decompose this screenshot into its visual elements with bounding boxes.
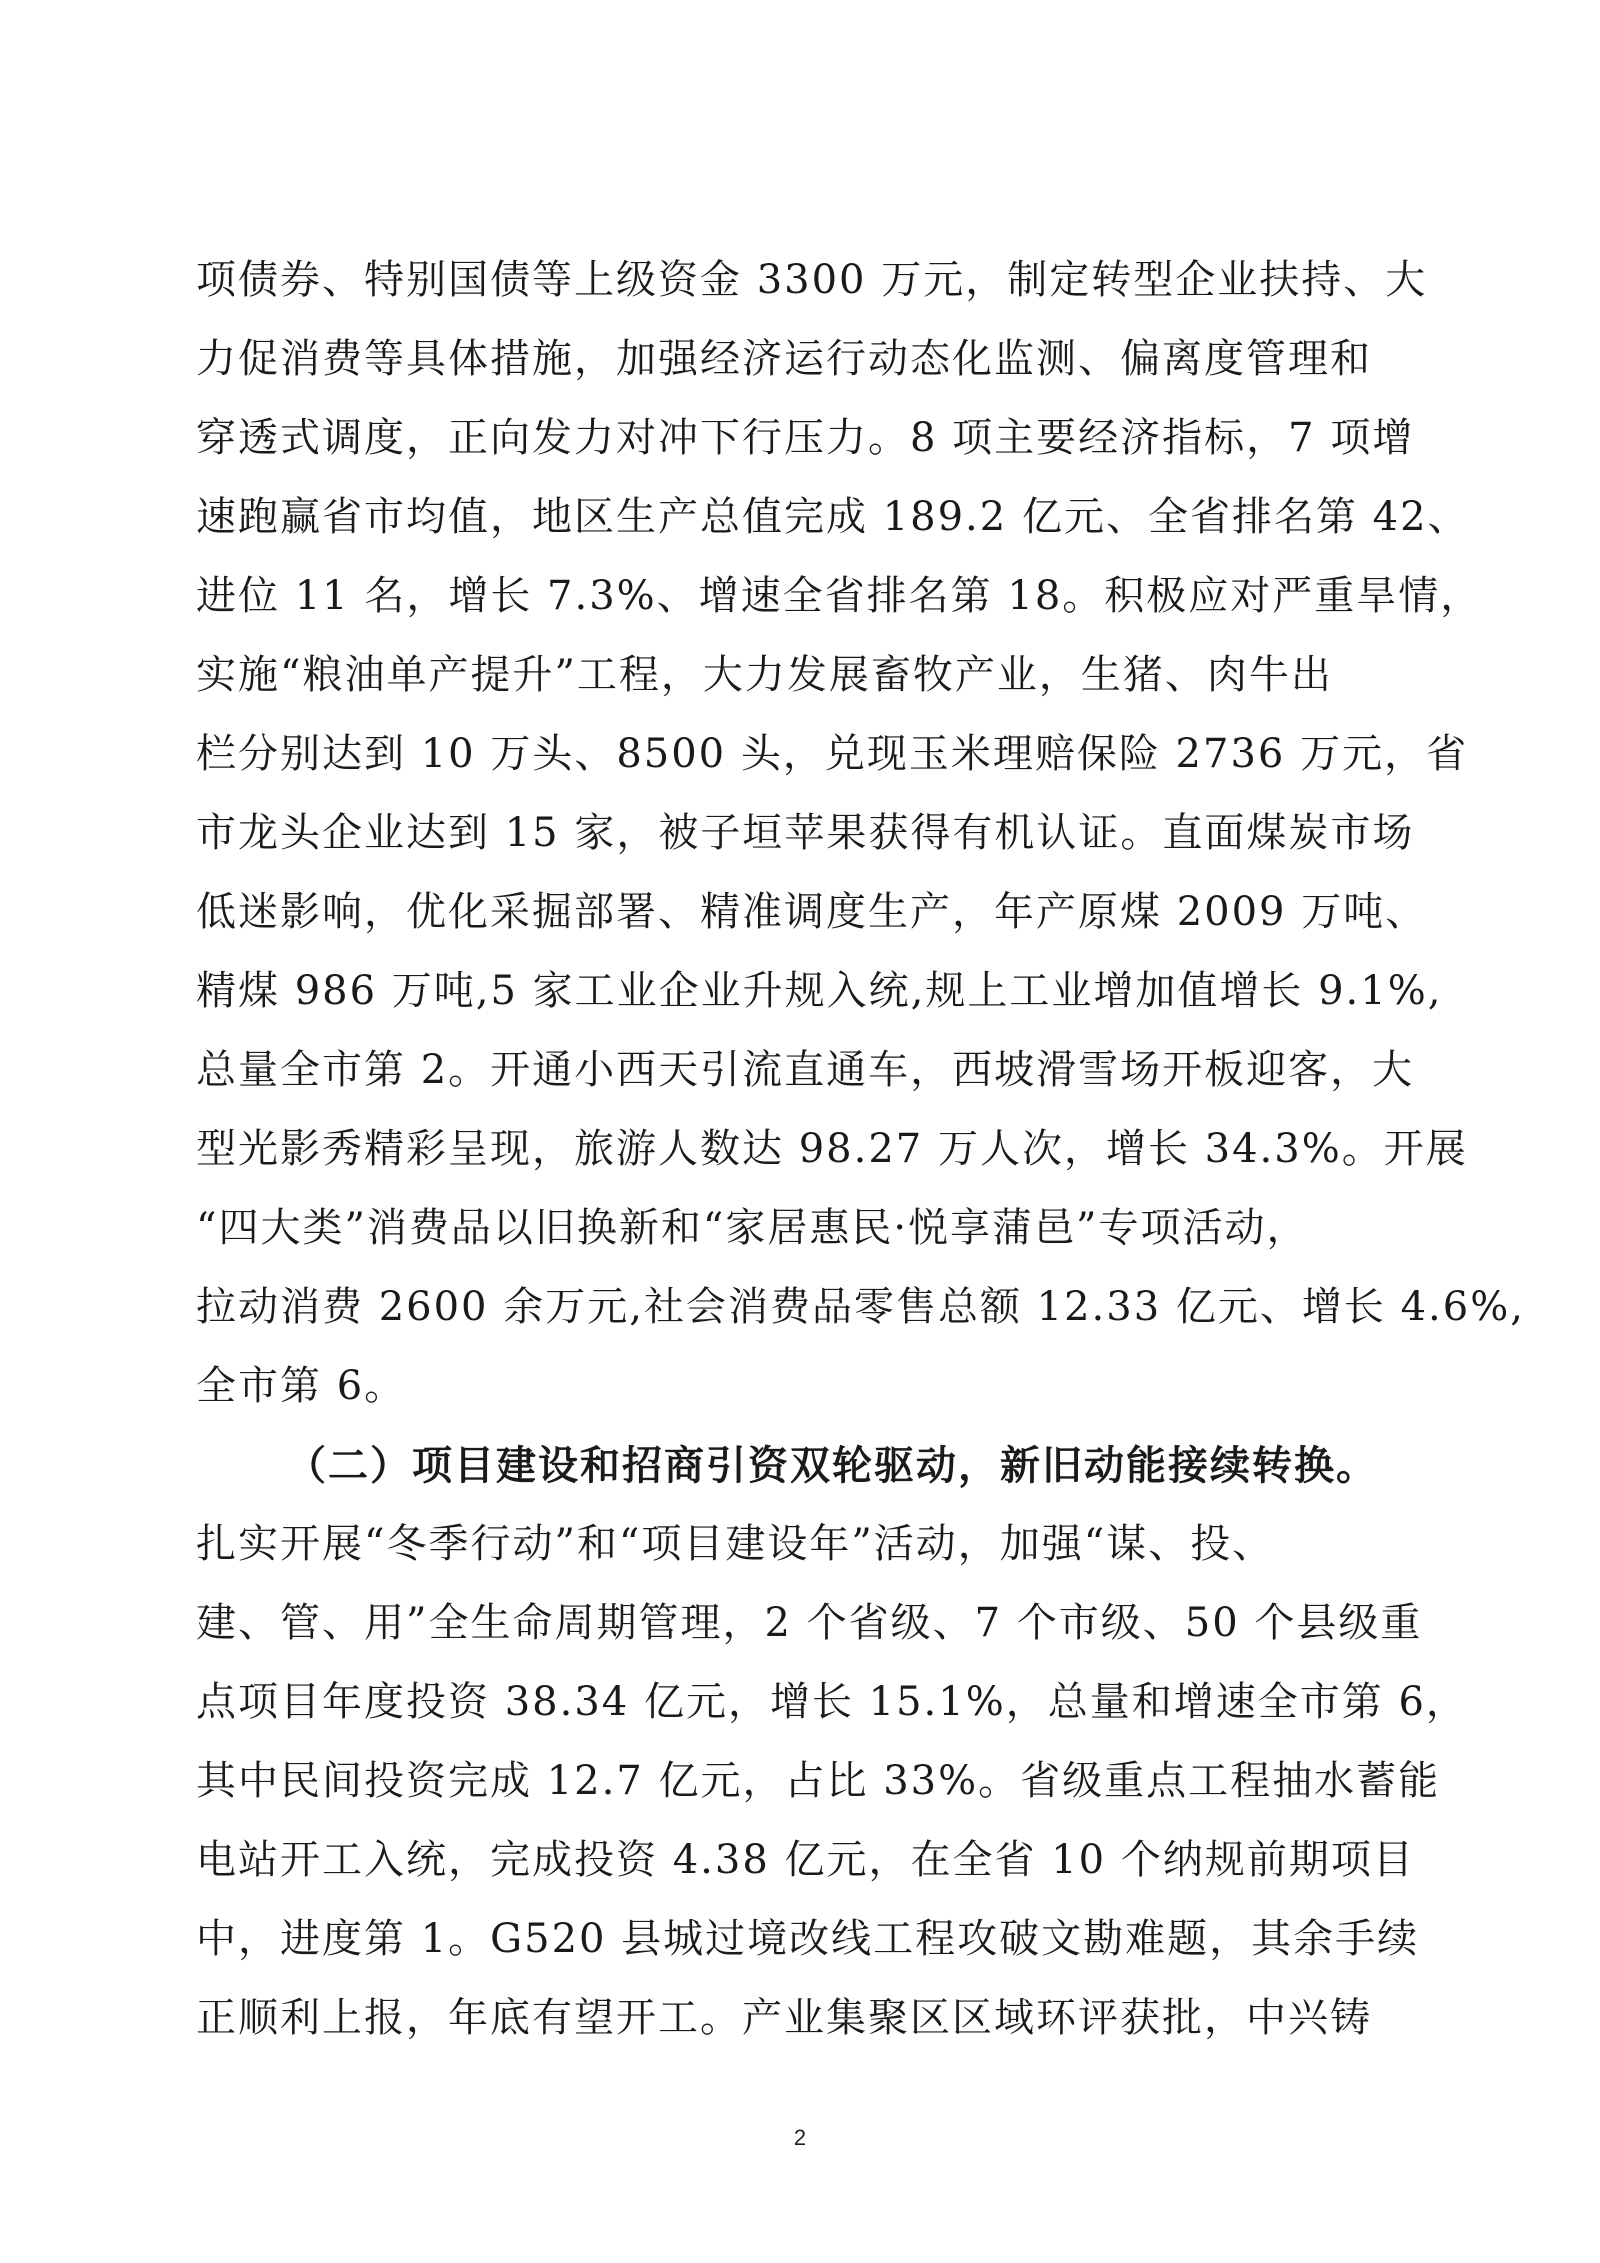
text-line: 型光影秀精彩呈现，旅游人数达 98.27 万人次，增长 34.3%。开展 <box>196 1126 1468 1172</box>
text-line: 精煤 986 万吨,5 家工业企业升规入统,规上工业增加值增长 9.1%, <box>196 968 1443 1014</box>
text-line: 低迷影响，优化采掘部署、精准调度生产，年产原煤 2009 万吨、 <box>196 889 1428 935</box>
text-line: 其中民间投资完成 12.7 亿元，占比 33%。省级重点工程抽水蓄能 <box>196 1758 1441 1804</box>
text-line: 项债券、特别国债等上级资金 3300 万元，制定转型企业扶持、大 <box>196 257 1428 303</box>
text-line: 速跑赢省市均值，地区生产总值完成 189.2 亿元、全省排名第 42、 <box>196 494 1470 540</box>
text-line: 扎实开展“冬季行动”和“项目建设年”活动，加强“谋、投、 <box>196 1521 1275 1567</box>
text-line: 市龙头企业达到 15 家，被子垣苹果获得有机认证。直面煤炭市场 <box>196 810 1415 856</box>
text-line: 电站开工入统，完成投资 4.38 亿元，在全省 10 个纳规前期项目 <box>196 1837 1415 1883</box>
text-line: 全市第 6。 <box>196 1363 407 1409</box>
text-line: 穿透式调度，正向发力对冲下行压力。8 项主要经济指标，7 项增 <box>196 415 1415 461</box>
text-line: 实施“粮油单产提升”工程，大力发展畜牧产业，生猪、肉牛出 <box>196 652 1333 698</box>
text-line: 进位 11 名，增长 7.3%、增速全省排名第 18。积极应对严重旱情， <box>196 573 1483 619</box>
text-line: 正顺利上报，年底有望开工。产业集聚区区域环评获批，中兴铸 <box>196 1995 1372 2041</box>
text-line: 点项目年度投资 38.34 亿元，增长 15.1%，总量和增速全市第 6， <box>196 1679 1468 1725</box>
page-number: 2 <box>793 2125 807 2150</box>
text-line: 拉动消费 2600 余万元,社会消费品零售总额 12.33 亿元、增长 4.6%, <box>196 1284 1525 1330</box>
text-line: “四大类”消费品以旧换新和“家居惠民·悦享蒲邑”专项活动， <box>196 1205 1309 1251</box>
text-line: 中，进度第 1。G520 县城过境改线工程攻破文勘难题，其余手续 <box>196 1916 1420 1962</box>
document-body <box>196 241 1525 2058</box>
section-heading: （二）项目建设和招商引资双轮驱动，新旧动能接续转换。 <box>286 1442 1378 1489</box>
text-line: 栏分别达到 10 万头、8500 头，兑现玉米理赔保险 2736 万元，省 <box>196 731 1469 777</box>
text-line: 建、管、用”全生命周期管理，2 个省级、7 个市级、50 个县级重 <box>196 1600 1423 1646</box>
text-line: 总量全市第 2。开通小西天引流直通车，西坡滑雪场开板迎客，大 <box>196 1047 1415 1093</box>
text-line: 力促消费等具体措施，加强经济运行动态化监测、偏离度管理和 <box>196 336 1372 382</box>
